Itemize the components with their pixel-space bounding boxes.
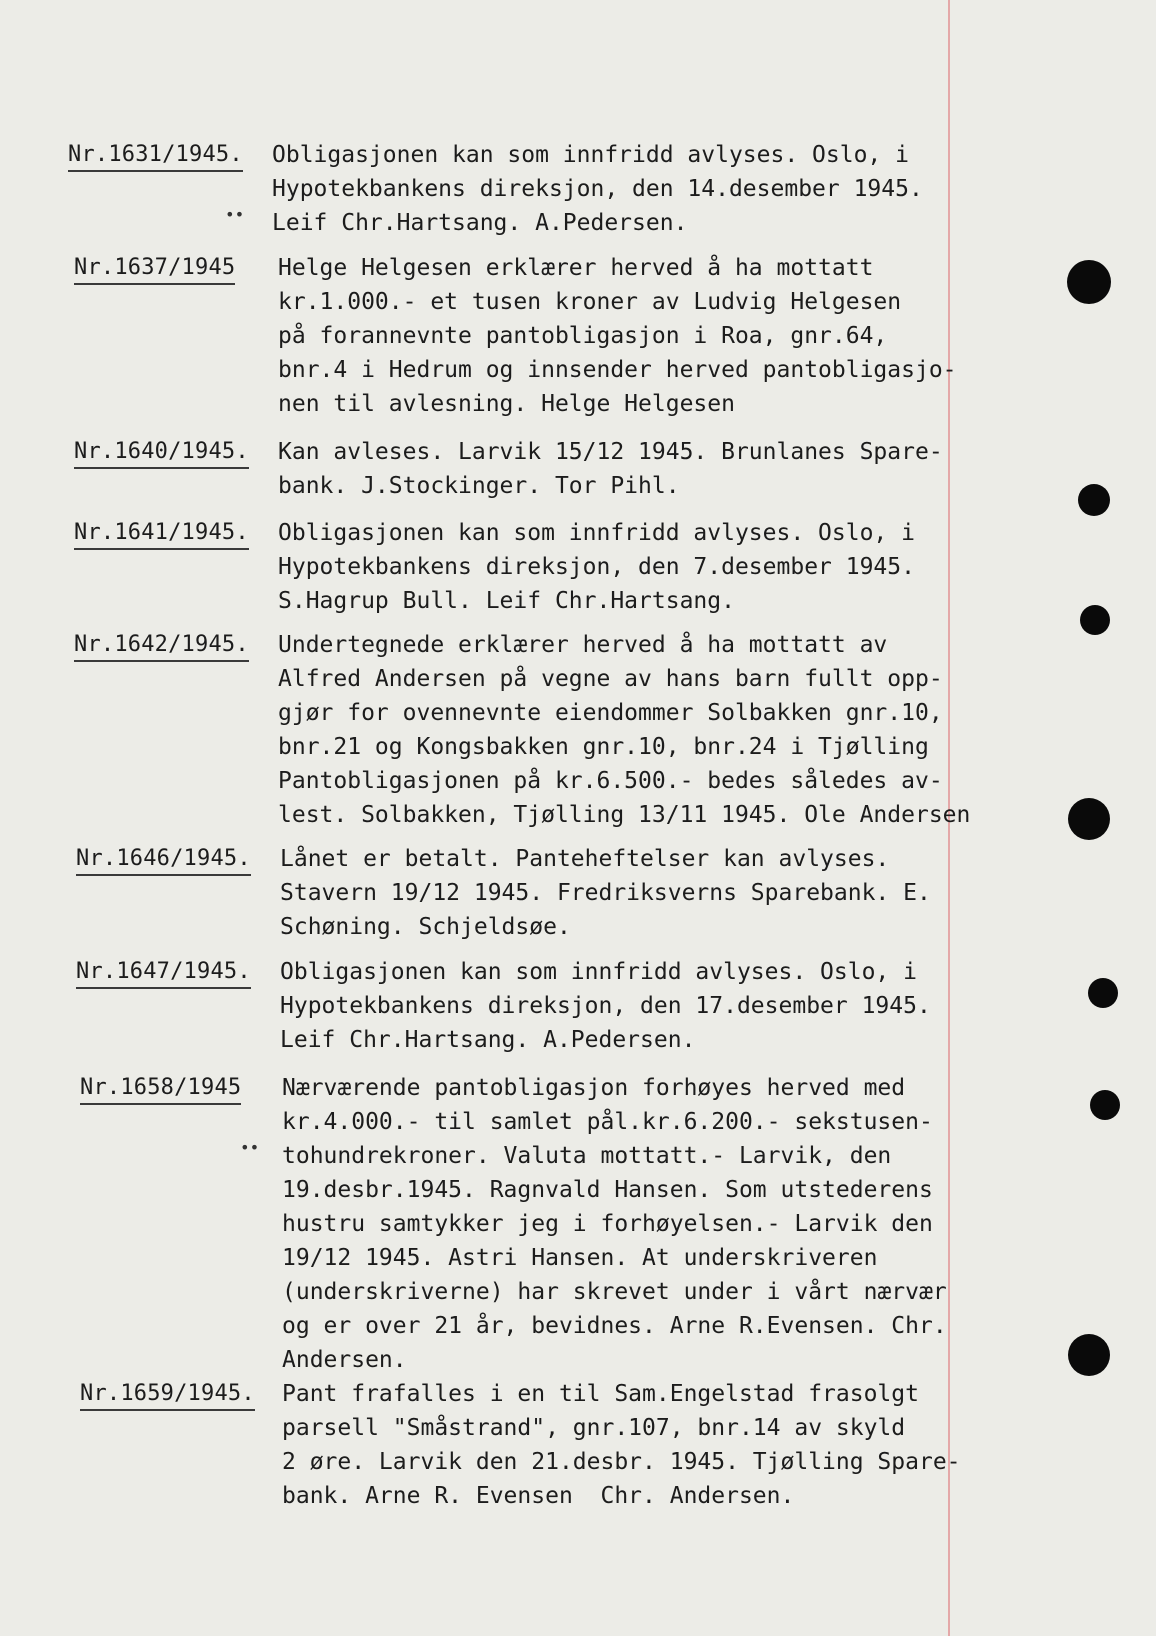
entry-number: Nr.1642/1945. [74,632,249,662]
text-line: Lånet er betalt. Panteheftelser kan avlyses. [280,846,890,872]
text-line: bank. J.Stockinger. Tor Pihl. [278,473,680,499]
text-line: Hypotekbankens direksjon, den 17.desember 1945. [280,993,931,1019]
text-line: bnr.21 og Kongsbakken gnr.10, bnr.24 i Tjølling [278,734,929,760]
text-line: 19.desbr.1945. Ragnvald Hansen. Som utstederens [282,1177,933,1203]
text-line: Alfred Andersen på vegne av hans barn fullt opp- [278,666,943,692]
text-line: gjør for ovennevnte eiendommer Solbakken gnr.10, [278,700,943,726]
text-line: Hypotekbankens direksjon, den 7.desember 1945. [278,554,915,580]
text-line: tohundrekroner. Valuta mottatt.- Larvik, den [282,1143,892,1169]
entry-text [278,628,970,832]
binder-hole [1080,605,1110,635]
entry-number: Nr.1641/1945. [74,520,249,550]
text-line: Obligasjonen kan som innfridd avlyses. Oslo, i [278,520,915,546]
text-line: (underskriverne) har skrevet under i vårt nærvær [282,1279,947,1305]
entry-number: Nr.1640/1945. [74,439,249,469]
entry-text [278,251,957,421]
entry-number: Nr.1637/1945 [74,255,235,285]
entry-number: Nr.1647/1945. [76,959,251,989]
text-line: 2 øre. Larvik den 21.desbr. 1945. Tjølling Spare- [282,1449,961,1475]
text-line: Hypotekbankens direksjon, den 14.desember 1945. [272,176,923,202]
text-line: Leif Chr.Hartsang. A.Pedersen. [272,210,688,236]
text-line: på forannevnte pantobligasjon i Roa, gnr.64, [278,323,888,349]
text-line: Nærværende pantobligasjon forhøyes herved med [282,1075,906,1101]
text-line: Helge Helgesen erklærer herved å ha mottatt [278,255,874,281]
text-line: Kan avleses. Larvik 15/12 1945. Brunlanes Spare- [278,439,943,465]
entry-text [280,842,931,944]
entry-text [282,1377,961,1513]
binder-hole [1078,484,1110,516]
text-line: S.Hagrup Bull. Leif Chr.Hartsang. [278,588,735,614]
binder-hole [1068,1334,1110,1376]
entry-text [278,516,915,618]
text-line: Stavern 19/12 1945. Fredriksverns Sparebank. E. [280,880,931,906]
text-line: parsell "Småstrand", gnr.107, bnr.14 av skyld [282,1415,906,1441]
margin-mark: •• [240,1138,260,1157]
text-line: Pantobligasjonen på kr.6.500.- bedes således av- [278,768,943,794]
entry-number: Nr.1631/1945. [68,142,243,172]
text-line: Obligasjonen kan som innfridd avlyses. Oslo, i [272,142,909,168]
text-line: Pant frafalles i en til Sam.Engelstad frasolgt [282,1381,919,1407]
entry-number: Nr.1646/1945. [76,846,251,876]
binder-hole [1067,260,1111,304]
margin-mark: •• [225,205,245,224]
entry-text [278,435,943,503]
binder-hole [1090,1090,1120,1120]
entry-text [280,955,931,1057]
entry-number: Nr.1658/1945 [80,1075,241,1105]
entry-text [282,1071,947,1377]
binder-hole [1068,798,1110,840]
text-line: Obligasjonen kan som innfridd avlyses. Oslo, i [280,959,917,985]
binder-hole [1088,978,1118,1008]
text-line: hustru samtykker jeg i forhøyelsen.- Larvik den [282,1211,933,1237]
text-line: lest. Solbakken, Tjølling 13/11 1945. Ole Andersen [278,802,971,828]
text-line: nen til avlesning. Helge Helgesen [278,391,735,417]
text-line: og er over 21 år, bevidnes. Arne R.Evensen. Chr. [282,1313,947,1339]
text-line: Leif Chr.Hartsang. A.Pedersen. [280,1027,696,1053]
text-line: 19/12 1945. Astri Hansen. At underskriveren [282,1245,878,1271]
text-line: bank. Arne R. Evensen Chr. Andersen. [282,1483,795,1509]
text-line: Andersen. [282,1347,407,1373]
text-line: Undertegnede erklærer herved å ha mottatt av [278,632,888,658]
text-line: bnr.4 i Hedrum og innsender herved pantobligasjo- [278,357,957,383]
entry-text [272,138,923,240]
text-line: kr.4.000.- til samlet pål.kr.6.200.- sekstusen- [282,1109,933,1135]
text-line: Schøning. Schjeldsøe. [280,914,571,940]
entry-number: Nr.1659/1945. [80,1381,255,1411]
text-line: kr.1.000.- et tusen kroner av Ludvig Helgesen [278,289,902,315]
